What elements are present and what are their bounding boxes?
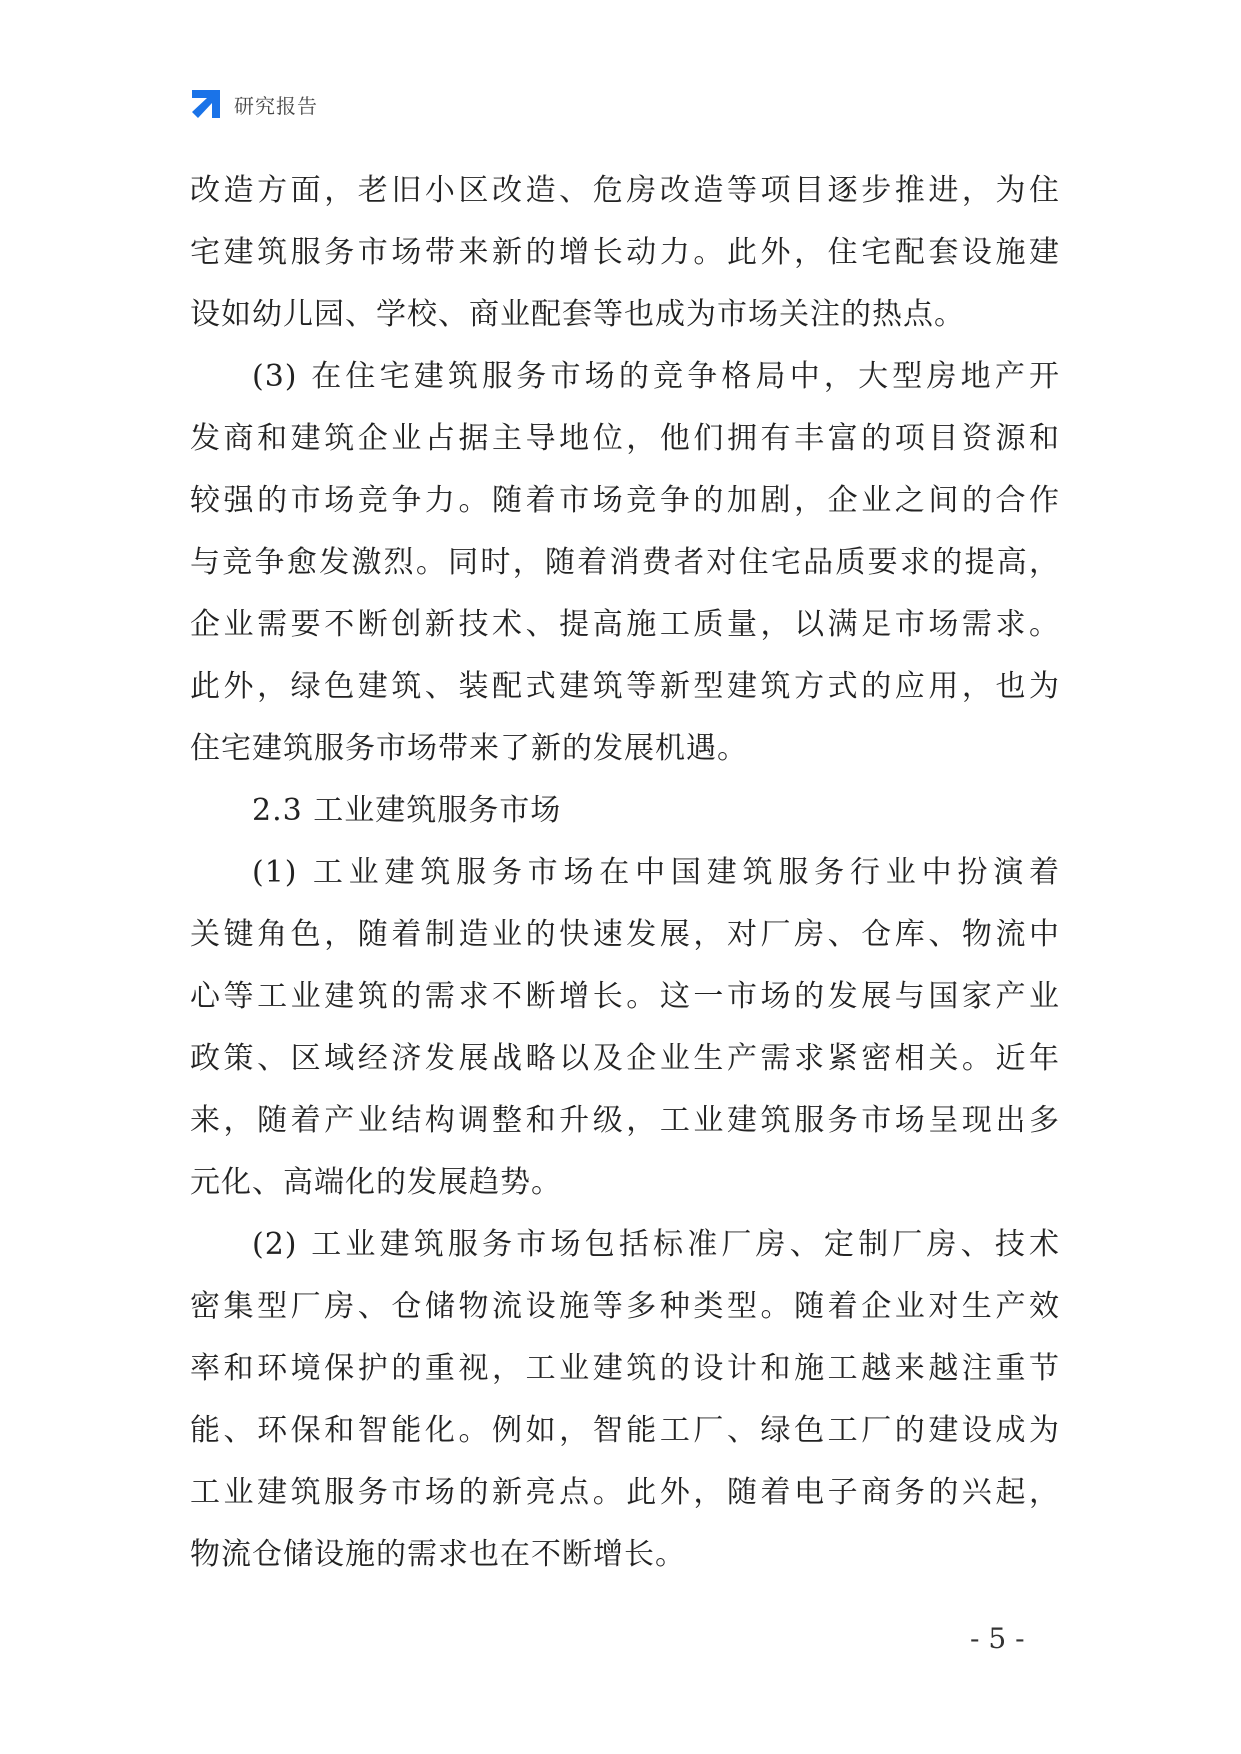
page-number: - 5 - xyxy=(970,1622,1025,1655)
text-line: (3) 在住宅建筑服务市场的竞争格局中，大型房地产开 xyxy=(252,359,1060,394)
document-body xyxy=(190,160,1060,1586)
text-line: 政策、区域经济发展战略以及企业生产需求紧密相关。近年 xyxy=(190,1041,1060,1076)
text-line: 较强的市场竞争力。随着市场竞争的加剧，企业之间的合作 xyxy=(190,483,1060,518)
text-line: 此外，绿色建筑、装配式建筑等新型建筑方式的应用，也为 xyxy=(190,669,1060,704)
header-title: 研究报告 xyxy=(234,93,318,118)
text-line: 能、环保和智能化。例如，智能工厂、绿色工厂的建设成为 xyxy=(190,1413,1060,1448)
section-heading: 2.3 工业建筑服务市场 xyxy=(252,793,562,828)
paragraph xyxy=(190,842,1060,1214)
text-line: 与竞争愈发激烈。同时，随着消费者对住宅品质要求的提高， xyxy=(190,545,1060,580)
text-line: 关键角色，随着制造业的快速发展，对厂房、仓库、物流中 xyxy=(190,917,1060,952)
text-line: 元化、高端化的发展趋势。 xyxy=(190,1165,562,1200)
paragraph xyxy=(190,346,1060,780)
text-line: 住宅建筑服务市场带来了新的发展机遇。 xyxy=(190,731,748,766)
text-line: 企业需要不断创新技术、提高施工质量，以满足市场需求。 xyxy=(190,607,1060,642)
text-line: 来，随着产业结构调整和升级，工业建筑服务市场呈现出多 xyxy=(190,1103,1060,1138)
text-line: 心等工业建筑的需求不断增长。这一市场的发展与国家产业 xyxy=(190,979,1060,1014)
text-line: 物流仓储设施的需求也在不断增长。 xyxy=(190,1537,686,1572)
text-line: (1) 工业建筑服务市场在中国建筑服务行业中扮演着 xyxy=(252,855,1060,890)
text-line: 设如幼儿园、学校、商业配套等也成为市场关注的热点。 xyxy=(190,297,965,332)
text-line: (2) 工业建筑服务市场包括标准厂房、定制厂房、技术 xyxy=(252,1227,1060,1262)
text-line: 宅建筑服务市场带来新的增长动力。此外，住宅配套设施建 xyxy=(190,235,1060,270)
paragraph xyxy=(190,160,1060,346)
text-line: 发商和建筑企业占据主导地位，他们拥有丰富的项目资源和 xyxy=(190,421,1060,456)
text-line: 密集型厂房、仓储物流设施等多种类型。随着企业对生产效 xyxy=(190,1289,1060,1324)
text-line: 率和环境保护的重视，工业建筑的设计和施工越来越注重节 xyxy=(190,1351,1060,1386)
arrow-logo-icon xyxy=(190,88,222,120)
paragraph xyxy=(190,1214,1060,1586)
text-line: 改造方面，老旧小区改造、危房改造等项目逐步推进，为住 xyxy=(190,173,1060,208)
text-line: 工业建筑服务市场的新亮点。此外，随着电子商务的兴起， xyxy=(190,1475,1060,1510)
page-header xyxy=(190,88,318,120)
